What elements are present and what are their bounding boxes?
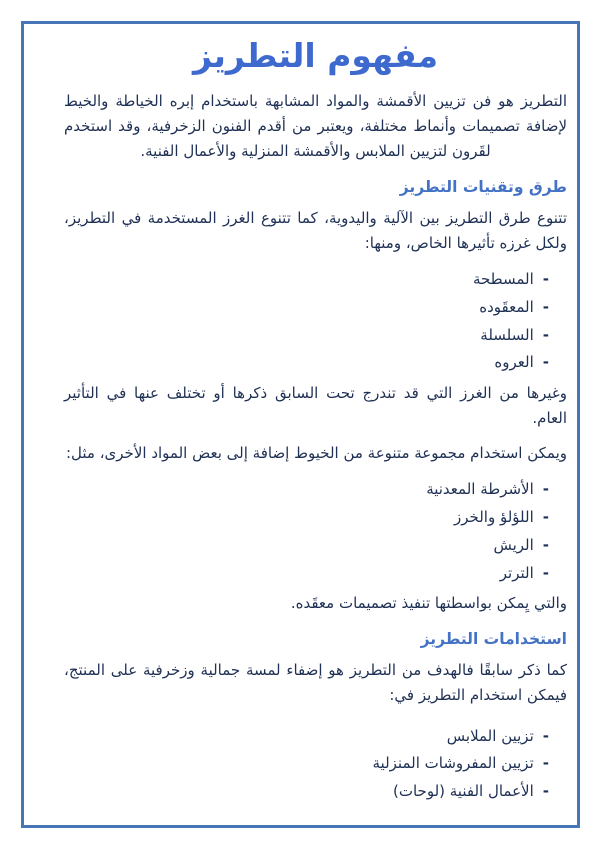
list-item-label: الريش (493, 535, 534, 554)
bullet-dash: - (542, 297, 549, 316)
list-item (64, 778, 549, 806)
section-heading-uses: استخدامات التطريز (420, 630, 567, 649)
methods-lead-paragraph: تتنوع طرق التطريز بين الآلية واليدوية، كما تتنوع الغرز المستخدمة في التطريز، ولكل غرزه تأثيرها الخاص، ومنها: (64, 209, 567, 253)
bullet-dash: - (542, 726, 549, 745)
materials-list (64, 476, 567, 587)
materials-note-paragraph: والتي يِمكن بواسطتها تنفيذ تصميمات معقَده. (290, 594, 567, 613)
bullet-dash: - (542, 754, 549, 773)
list-item-label: السلسلة (480, 325, 534, 344)
list-item-label: الأشرطة المعدنية (426, 480, 534, 499)
uses-list (64, 723, 567, 806)
bullet-dash: - (542, 325, 549, 344)
list-item-label: الأعمال الفنية (لوحات) (393, 782, 534, 801)
stitches-note-paragraph: وغيرها من الغرز التي قد تندرج تحت السابق ذكرها أو تختلف عنها في التأثير العام. (64, 384, 567, 428)
list-item-label: المسطحة (472, 270, 534, 289)
list-item (64, 750, 549, 778)
bullet-dash: - (542, 535, 549, 554)
list-item (64, 723, 549, 751)
page-border-frame (21, 21, 580, 828)
list-item-label: الترتر (499, 563, 534, 582)
bullet-dash: - (542, 782, 549, 801)
list-item-label: اللؤلؤ والخرز (454, 508, 534, 527)
list-item (64, 349, 549, 377)
page-title: مفهوم التطريز (192, 36, 439, 75)
bullet-dash: - (542, 563, 549, 582)
stitches-list (64, 266, 567, 377)
uses-lead-paragraph: كما ذكر سابقًا فالهدف من التطريز هو إضفاء لمسة جمالية وزخرفية على المنتج، فيمكن استخدام التطريز في: (64, 661, 567, 705)
list-item-label: تزيين المفروشات المنزلية (372, 754, 534, 773)
list-item-label: العروه (494, 353, 534, 372)
list-item-label: تزيين الملابس (446, 726, 534, 745)
list-item-label: المعقَوده (479, 297, 534, 316)
section-heading-methods: طرق وتقنيات التطريز (399, 178, 567, 197)
bullet-dash: - (542, 480, 549, 499)
bullet-dash: - (542, 270, 549, 289)
list-item (64, 560, 549, 588)
list-item (64, 266, 549, 294)
list-item (64, 294, 549, 322)
list-item (64, 532, 549, 560)
list-item (64, 322, 549, 350)
intro-paragraph: التطريز هو فن تزيين الأقمشة والمواد المشابهة باستخدام إبره الخياطة والخيط لإضافة تصميمات وأنماط مختلفة، ويعتبر من أقدم الفنون الزخرفية، وقد استخدم لقَرون لتزيين الملابس والأقمشة المنزلية والأعمال الفنية. (64, 92, 567, 161)
bullet-dash: - (542, 353, 549, 372)
list-item (64, 504, 549, 532)
bullet-dash: - (542, 508, 549, 527)
materials-lead-paragraph: ويمكن استخدام مجموعة متنوعة من الخيوط إضافة إلى بعض المواد الأخرى، مثل: (65, 444, 567, 463)
list-item (64, 476, 549, 504)
